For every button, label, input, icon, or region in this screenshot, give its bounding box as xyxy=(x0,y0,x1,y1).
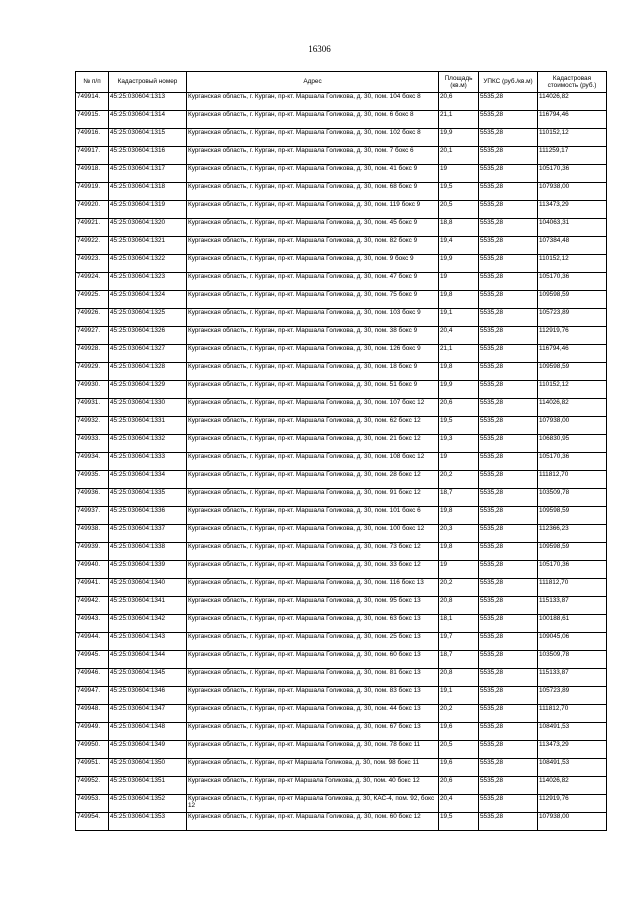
cadastral-value-cell: 115133,87 xyxy=(538,669,607,687)
table-row xyxy=(76,543,607,561)
row-num-cell: 749930. xyxy=(76,381,109,399)
address-cell: Курганская область, г. Курган, пр-кт Маршала Голикова, д. 30, пом. 98 бокс 11 xyxy=(187,759,439,777)
table-row xyxy=(76,813,607,831)
address-cell: Курганская область, г. Курган, пр-кт. Маршала Голикова, д. 30, пом. 102 бокс 8 xyxy=(187,129,439,147)
row-num-cell: 749949. xyxy=(76,723,109,741)
upks-cell: 5535,28 xyxy=(479,471,538,489)
cadastral-value-cell: 105170,36 xyxy=(538,453,607,471)
row-num-cell: 749917. xyxy=(76,147,109,165)
table-row xyxy=(76,399,607,417)
cadastral-value-cell: 112919,76 xyxy=(538,795,607,813)
row-num-cell: 749914. xyxy=(76,93,109,111)
cadastral-number-cell: 45:25:030604:1336 xyxy=(109,507,187,525)
upks-cell: 5535,28 xyxy=(479,327,538,345)
address-cell: Курганская область, г. Курган, пр-кт. Маршала Голикова, д. 30, пом. 47 бокс 9 xyxy=(187,273,439,291)
cadastral-value-cell: 109598,59 xyxy=(538,543,607,561)
row-num-cell: 749938. xyxy=(76,525,109,543)
upks-cell: 5535,28 xyxy=(479,759,538,777)
upks-cell: 5535,28 xyxy=(479,633,538,651)
upks-cell: 5535,28 xyxy=(479,183,538,201)
cadastral-number-cell: 45:25:030604:1346 xyxy=(109,687,187,705)
cadastral-number-cell: 45:25:030604:1347 xyxy=(109,705,187,723)
upks-cell: 5535,28 xyxy=(479,111,538,129)
address-cell: Курганская область, г. Курган, пр-кт. Маршала Голикова, д. 30, пом. 21 бокс 12 xyxy=(187,435,439,453)
cadastral-number-cell: 45:25:030604:1324 xyxy=(109,291,187,309)
address-cell: Курганская область, г. Курган, пр-кт. Маршала Голикова, д. 30, пом. 7 бокс 6 xyxy=(187,147,439,165)
cadastral-value-cell: 109598,59 xyxy=(538,363,607,381)
area-cell: 19,8 xyxy=(439,507,479,525)
area-cell: 18,8 xyxy=(439,219,479,237)
table-row xyxy=(76,435,607,453)
address-cell: Курганская область, г. Курган, пр-кт. Маршала Голикова, д. 30, пом. 119 бокс 9 xyxy=(187,201,439,219)
area-cell: 21,1 xyxy=(439,345,479,363)
upks-cell: 5535,28 xyxy=(479,597,538,615)
cadastral-number-cell: 45:25:030604:1353 xyxy=(109,813,187,831)
area-cell: 19,5 xyxy=(439,183,479,201)
page-number: 16306 xyxy=(308,44,331,54)
cadastral-number-cell: 45:25:030604:1326 xyxy=(109,327,187,345)
table-row xyxy=(76,687,607,705)
address-cell: Курганская область, г. Курган, пр-кт. Маршала Голикова, д. 30, пом. 108 бокс 12 xyxy=(187,453,439,471)
address-cell: Курганская область, г. Курган, пр-кт. Маршала Голикова, д. 30, пом. 81 бокс 13 xyxy=(187,669,439,687)
cadastral-value-cell: 111259,17 xyxy=(538,147,607,165)
row-num-cell: 749931. xyxy=(76,399,109,417)
area-cell: 19,1 xyxy=(439,309,479,327)
row-num-cell: 749924. xyxy=(76,273,109,291)
area-cell: 20,1 xyxy=(439,147,479,165)
cadastral-number-cell: 45:25:030604:1329 xyxy=(109,381,187,399)
cadastral-value-cell: 104063,31 xyxy=(538,219,607,237)
cadastral-value-cell: 113473,29 xyxy=(538,741,607,759)
address-cell: Курганская область, г. Курган, пр-кт. Маршала Голикова, д. 30, пом. 68 бокс 9 xyxy=(187,183,439,201)
cadastral-number-cell: 45:25:030604:1327 xyxy=(109,345,187,363)
address-cell: Курганская область, г. Курган, пр-кт. Маршала Голикова, д. 30, пом. 25 бокс 13 xyxy=(187,633,439,651)
cadastral-value-cell: 100188,61 xyxy=(538,615,607,633)
cadastral-value-cell: 108491,53 xyxy=(538,723,607,741)
header-cadastral-value: Кадастровая стоимость (руб.) xyxy=(538,72,607,93)
area-cell: 20,4 xyxy=(439,795,479,813)
upks-cell: 5535,28 xyxy=(479,705,538,723)
row-num-cell: 749945. xyxy=(76,651,109,669)
cadastral-number-cell: 45:25:030604:1317 xyxy=(109,165,187,183)
cadastral-number-cell: 45:25:030604:1323 xyxy=(109,273,187,291)
table-row xyxy=(76,615,607,633)
cadastral-number-cell: 45:25:030604:1321 xyxy=(109,237,187,255)
cadastral-number-cell: 45:25:030604:1338 xyxy=(109,543,187,561)
cadastral-value-cell: 116794,46 xyxy=(538,345,607,363)
cadastral-value-cell: 114026,82 xyxy=(538,777,607,795)
cadastral-value-cell: 108491,53 xyxy=(538,759,607,777)
table-row xyxy=(76,345,607,363)
table-row xyxy=(76,219,607,237)
cadastral-value-cell: 107384,48 xyxy=(538,237,607,255)
upks-cell: 5535,28 xyxy=(479,651,538,669)
area-cell: 19,4 xyxy=(439,237,479,255)
cadastral-value-cell: 112366,23 xyxy=(538,525,607,543)
cadastral-number-cell: 45:25:030604:1322 xyxy=(109,255,187,273)
area-cell: 20,3 xyxy=(439,525,479,543)
header-address: Адрес xyxy=(187,72,439,93)
table-row xyxy=(76,129,607,147)
row-num-cell: 749933. xyxy=(76,435,109,453)
cadastral-number-cell: 45:25:030604:1316 xyxy=(109,147,187,165)
address-cell: Курганская область, г. Курган, пр-кт Маршала Голикова, д. 30, пом. 40 бокс 12 xyxy=(187,777,439,795)
table-row xyxy=(76,165,607,183)
cadastral-number-cell: 45:25:030604:1339 xyxy=(109,561,187,579)
row-num-cell: 749950. xyxy=(76,741,109,759)
address-cell: Курганская область, г. Курган, пр-кт. Маршала Голикова, д. 30, пом. 78 бокс 11 xyxy=(187,741,439,759)
address-cell: Курганская область, г. Курган, пр-кт. Маршала Голикова, д. 30, пом. 95 бокс 13 xyxy=(187,597,439,615)
area-cell: 18,1 xyxy=(439,615,479,633)
table-row xyxy=(76,759,607,777)
table-row xyxy=(76,705,607,723)
address-cell: Курганская область, г. Курган, пр-кт. Маршала Голикова, д. 30, пом. 101 бокс 6 xyxy=(187,507,439,525)
area-cell: 20,4 xyxy=(439,327,479,345)
cadastral-number-cell: 45:25:030604:1349 xyxy=(109,741,187,759)
row-num-cell: 749921. xyxy=(76,219,109,237)
table-row xyxy=(76,633,607,651)
area-cell: 19 xyxy=(439,165,479,183)
row-num-cell: 749942. xyxy=(76,597,109,615)
cadastral-value-cell: 103509,78 xyxy=(538,489,607,507)
upks-cell: 5535,28 xyxy=(479,579,538,597)
area-cell: 20,8 xyxy=(439,597,479,615)
cadastral-value-cell: 106830,95 xyxy=(538,435,607,453)
upks-cell: 5535,28 xyxy=(479,147,538,165)
cadastral-number-cell: 45:25:030604:1332 xyxy=(109,435,187,453)
address-cell: Курганская область, г. Курган, пр-кт. Маршала Голикова, д. 30, пом. 107 бокс 12 xyxy=(187,399,439,417)
area-cell: 20,8 xyxy=(439,669,479,687)
row-num-cell: 749952. xyxy=(76,777,109,795)
cadastral-value-cell: 105170,36 xyxy=(538,273,607,291)
row-num-cell: 749929. xyxy=(76,363,109,381)
upks-cell: 5535,28 xyxy=(479,363,538,381)
table-row xyxy=(76,525,607,543)
cadastral-value-table xyxy=(75,71,607,831)
table-row xyxy=(76,561,607,579)
area-cell: 19,9 xyxy=(439,255,479,273)
cadastral-number-cell: 45:25:030604:1351 xyxy=(109,777,187,795)
area-cell: 20,6 xyxy=(439,93,479,111)
cadastral-value-cell: 111812,70 xyxy=(538,579,607,597)
upks-cell: 5535,28 xyxy=(479,201,538,219)
cadastral-value-cell: 111812,70 xyxy=(538,471,607,489)
header-cadastral-number: Кадастровый номер xyxy=(109,72,187,93)
table-row xyxy=(76,579,607,597)
table-row xyxy=(76,651,607,669)
cadastral-value-cell: 105170,36 xyxy=(538,165,607,183)
table-row xyxy=(76,741,607,759)
cadastral-number-cell: 45:25:030604:1333 xyxy=(109,453,187,471)
table-row xyxy=(76,273,607,291)
area-cell: 20,6 xyxy=(439,399,479,417)
cadastral-number-cell: 45:25:030604:1337 xyxy=(109,525,187,543)
upks-cell: 5535,28 xyxy=(479,615,538,633)
upks-cell: 5535,28 xyxy=(479,93,538,111)
upks-cell: 5535,28 xyxy=(479,381,538,399)
address-cell: Курганская область, г. Курган, пр-кт. Маршала Голикова, д. 30, пом. 33 бокс 12 xyxy=(187,561,439,579)
area-cell: 21,1 xyxy=(439,111,479,129)
upks-cell: 5535,28 xyxy=(479,237,538,255)
cadastral-number-cell: 45:25:030604:1314 xyxy=(109,111,187,129)
cadastral-number-cell: 45:25:030604:1343 xyxy=(109,633,187,651)
address-cell: Курганская область, г. Курган, пр-кт. Маршала Голикова, д. 30, пом. 62 бокс 12 xyxy=(187,417,439,435)
row-num-cell: 749948. xyxy=(76,705,109,723)
area-cell: 18,7 xyxy=(439,651,479,669)
row-num-cell: 749916. xyxy=(76,129,109,147)
area-cell: 19,8 xyxy=(439,363,479,381)
cadastral-value-cell: 115133,87 xyxy=(538,597,607,615)
row-num-cell: 749927. xyxy=(76,327,109,345)
row-num-cell: 749926. xyxy=(76,309,109,327)
row-num-cell: 749919. xyxy=(76,183,109,201)
cadastral-number-cell: 45:25:030604:1348 xyxy=(109,723,187,741)
cadastral-value-cell: 107938,00 xyxy=(538,813,607,831)
row-num-cell: 749937. xyxy=(76,507,109,525)
address-cell: Курганская область, г. Курган, пр-кт. Маршала Голикова, д. 30, пом. 44 бокс 13 xyxy=(187,705,439,723)
upks-cell: 5535,28 xyxy=(479,561,538,579)
upks-cell: 5535,28 xyxy=(479,435,538,453)
cadastral-number-cell: 45:25:030604:1331 xyxy=(109,417,187,435)
upks-cell: 5535,28 xyxy=(479,669,538,687)
area-cell: 19 xyxy=(439,273,479,291)
cadastral-value-cell: 110152,12 xyxy=(538,129,607,147)
cadastral-value-cell: 105723,89 xyxy=(538,687,607,705)
area-cell: 19,1 xyxy=(439,687,479,705)
area-cell: 19,9 xyxy=(439,381,479,399)
cadastral-number-cell: 45:25:030604:1313 xyxy=(109,93,187,111)
address-cell: Курганская область, г. Курган, пр-кт. Маршала Голикова, д. 30, пом. 100 бокс 12 xyxy=(187,525,439,543)
row-num-cell: 749944. xyxy=(76,633,109,651)
address-cell: Курганская область, г. Курган, пр-кт. Маршала Голикова, д. 30, пом. 104 бокс 8 xyxy=(187,93,439,111)
address-cell: Курганская область, г. Курган, пр-кт. Маршала Голикова, д. 30, пом. 60 бокс 13 xyxy=(187,651,439,669)
address-cell: Курганская область, г. Курган, пр-кт. Маршала Голикова, д. 30, пом. 41 бокс 9 xyxy=(187,165,439,183)
address-cell: Курганская область, г. Курган, пр-кт. Маршала Голикова, д. 30, пом. 60 бокс 12 xyxy=(187,813,439,831)
row-num-cell: 749934. xyxy=(76,453,109,471)
area-cell: 19,7 xyxy=(439,633,479,651)
cadastral-number-cell: 45:25:030604:1334 xyxy=(109,471,187,489)
area-cell: 19,6 xyxy=(439,759,479,777)
address-cell: Курганская область, г. Курган, пр-кт. Маршала Голикова, д. 30, пом. 116 бокс 13 xyxy=(187,579,439,597)
area-cell: 20,2 xyxy=(439,705,479,723)
upks-cell: 5535,28 xyxy=(479,777,538,795)
table-row xyxy=(76,597,607,615)
row-num-cell: 749953. xyxy=(76,795,109,813)
area-cell: 19,3 xyxy=(439,435,479,453)
table-row xyxy=(76,669,607,687)
table-header-row xyxy=(76,72,607,93)
upks-cell: 5535,28 xyxy=(479,165,538,183)
upks-cell: 5535,28 xyxy=(479,453,538,471)
cadastral-value-cell: 112919,76 xyxy=(538,327,607,345)
table-row xyxy=(76,381,607,399)
cadastral-value-cell: 103509,78 xyxy=(538,651,607,669)
table-row xyxy=(76,111,607,129)
cadastral-value-cell: 109598,59 xyxy=(538,291,607,309)
cadastral-number-cell: 45:25:030604:1341 xyxy=(109,597,187,615)
address-cell: Курганская область, г. Курган, пр-кт. Маршала Голикова, д. 30, пом. 18 бокс 9 xyxy=(187,363,439,381)
cadastral-number-cell: 45:25:030604:1335 xyxy=(109,489,187,507)
area-cell: 20,5 xyxy=(439,741,479,759)
area-cell: 18,7 xyxy=(439,489,479,507)
area-cell: 19 xyxy=(439,453,479,471)
area-cell: 19,5 xyxy=(439,417,479,435)
cadastral-value-cell: 116794,46 xyxy=(538,111,607,129)
row-num-cell: 749923. xyxy=(76,255,109,273)
table-row xyxy=(76,237,607,255)
upks-cell: 5535,28 xyxy=(479,507,538,525)
upks-cell: 5535,28 xyxy=(479,723,538,741)
row-num-cell: 749954. xyxy=(76,813,109,831)
cadastral-number-cell: 45:25:030604:1340 xyxy=(109,579,187,597)
row-num-cell: 749936. xyxy=(76,489,109,507)
area-cell: 19,8 xyxy=(439,291,479,309)
row-num-cell: 749935. xyxy=(76,471,109,489)
upks-cell: 5535,28 xyxy=(479,309,538,327)
upks-cell: 5535,28 xyxy=(479,255,538,273)
cadastral-number-cell: 45:25:030604:1342 xyxy=(109,615,187,633)
address-cell: Курганская область, г. Курган, пр-кт. Маршала Голикова, д. 30, пом. 51 бокс 9 xyxy=(187,381,439,399)
cadastral-value-cell: 111812,70 xyxy=(538,705,607,723)
table-row xyxy=(76,471,607,489)
address-cell: Курганская область, г. Курган, пр-кт. Маршала Голикова, д. 30, пом. 73 бокс 12 xyxy=(187,543,439,561)
address-cell: Курганская область, г. Курган, пр-кт. Маршала Голикова, д. 30, пом. 67 бокс 13 xyxy=(187,723,439,741)
upks-cell: 5535,28 xyxy=(479,273,538,291)
address-cell: Курганская область, г. Курган, пр-кт. Маршала Голикова, д. 30, пом. 38 бокс 9 xyxy=(187,327,439,345)
table-body xyxy=(76,93,607,831)
address-cell: Курганская область, г. Курган, пр-кт. Маршала Голикова, д. 30, пом. 75 бокс 9 xyxy=(187,291,439,309)
area-cell: 19,8 xyxy=(439,543,479,561)
cadastral-value-cell: 107938,00 xyxy=(538,417,607,435)
row-num-cell: 749920. xyxy=(76,201,109,219)
cadastral-number-cell: 45:25:030604:1328 xyxy=(109,363,187,381)
cadastral-value-cell: 107938,00 xyxy=(538,183,607,201)
table-row xyxy=(76,363,607,381)
area-cell: 20,5 xyxy=(439,201,479,219)
table-row xyxy=(76,183,607,201)
table-row xyxy=(76,795,607,813)
table-row xyxy=(76,147,607,165)
address-cell: Курганская область, г. Курган, пр-кт. Маршала Голикова, д. 30, пом. 6 бокс 8 xyxy=(187,111,439,129)
table-row xyxy=(76,489,607,507)
table-row xyxy=(76,201,607,219)
cadastral-number-cell: 45:25:030604:1345 xyxy=(109,669,187,687)
row-num-cell: 749939. xyxy=(76,543,109,561)
address-cell: Курганская область, г. Курган, пр-кт. Маршала Голикова, д. 30, пом. 103 бокс 9 xyxy=(187,309,439,327)
row-num-cell: 749928. xyxy=(76,345,109,363)
cadastral-value-cell: 105170,36 xyxy=(538,561,607,579)
upks-cell: 5535,28 xyxy=(479,525,538,543)
upks-cell: 5535,28 xyxy=(479,543,538,561)
cadastral-number-cell: 45:25:030604:1330 xyxy=(109,399,187,417)
table-row xyxy=(76,417,607,435)
table-row xyxy=(76,723,607,741)
upks-cell: 5535,28 xyxy=(479,687,538,705)
cadastral-number-cell: 45:25:030604:1318 xyxy=(109,183,187,201)
row-num-cell: 749918. xyxy=(76,165,109,183)
cadastral-value-cell: 109598,59 xyxy=(538,507,607,525)
table-row xyxy=(76,453,607,471)
row-num-cell: 749940. xyxy=(76,561,109,579)
area-cell: 19,5 xyxy=(439,813,479,831)
address-cell: Курганская область, г. Курган, пр-кт. Маршала Голикова, д. 30, пом. 126 бокс 9 xyxy=(187,345,439,363)
area-cell: 19,6 xyxy=(439,723,479,741)
upks-cell: 5535,28 xyxy=(479,129,538,147)
address-cell: Курганская область, г. Курган, пр-кт. Маршала Голикова, д. 30, пом. 83 бокс 13 xyxy=(187,687,439,705)
area-cell: 20,6 xyxy=(439,777,479,795)
cadastral-value-cell: 110152,12 xyxy=(538,381,607,399)
upks-cell: 5535,28 xyxy=(479,489,538,507)
row-num-cell: 749941. xyxy=(76,579,109,597)
row-num-cell: 749946. xyxy=(76,669,109,687)
address-cell: Курганская область, г. Курган, пр-кт. Маршала Голикова, д. 30, пом. 28 бокс 12 xyxy=(187,471,439,489)
row-num-cell: 749951. xyxy=(76,759,109,777)
upks-cell: 5535,28 xyxy=(479,399,538,417)
cadastral-value-cell: 114026,82 xyxy=(538,399,607,417)
area-cell: 19,9 xyxy=(439,129,479,147)
area-cell: 19 xyxy=(439,561,479,579)
upks-cell: 5535,28 xyxy=(479,813,538,831)
table-row xyxy=(76,777,607,795)
header-num: № п/п xyxy=(76,72,109,93)
cadastral-value-cell: 105723,89 xyxy=(538,309,607,327)
row-num-cell: 749943. xyxy=(76,615,109,633)
table-row xyxy=(76,255,607,273)
address-cell: Курганская область, г. Курган, пр-кт. Маршала Голикова, д. 30, пом. 82 бокс 9 xyxy=(187,237,439,255)
address-cell: Курганская область, г. Курган, пр-кт. Маршала Голикова, д. 30, пом. 63 бокс 13 xyxy=(187,615,439,633)
table-row xyxy=(76,507,607,525)
row-num-cell: 749932. xyxy=(76,417,109,435)
address-cell: Курганская область, г. Курган, пр-кт. Маршала Голикова, д. 30, пом. 9 бокс 9 xyxy=(187,255,439,273)
cadastral-number-cell: 45:25:030604:1319 xyxy=(109,201,187,219)
cadastral-number-cell: 45:25:030604:1352 xyxy=(109,795,187,813)
address-cell: Курганская область, г. Курган, пр-кт. Маршала Голикова, д. 30, пом. 91 бокс 12 xyxy=(187,489,439,507)
cadastral-number-cell: 45:25:030604:1344 xyxy=(109,651,187,669)
cadastral-number-cell: 45:25:030604:1320 xyxy=(109,219,187,237)
table-row xyxy=(76,93,607,111)
table-row xyxy=(76,309,607,327)
upks-cell: 5535,28 xyxy=(479,345,538,363)
cadastral-number-cell: 45:25:030604:1315 xyxy=(109,129,187,147)
cadastral-value-cell: 113473,29 xyxy=(538,201,607,219)
header-upks: УПКС (руб./кв.м) xyxy=(479,72,538,93)
header-area: Площадь (кв.м) xyxy=(439,72,479,93)
upks-cell: 5535,28 xyxy=(479,219,538,237)
row-num-cell: 749925. xyxy=(76,291,109,309)
upks-cell: 5535,28 xyxy=(479,741,538,759)
row-num-cell: 749915. xyxy=(76,111,109,129)
area-cell: 20,2 xyxy=(439,579,479,597)
area-cell: 20,2 xyxy=(439,471,479,489)
row-num-cell: 749922. xyxy=(76,237,109,255)
table-row xyxy=(76,291,607,309)
cadastral-value-cell: 114026,82 xyxy=(538,93,607,111)
cadastral-value-cell: 109045,06 xyxy=(538,633,607,651)
table-row xyxy=(76,327,607,345)
cadastral-number-cell: 45:25:030604:1350 xyxy=(109,759,187,777)
address-cell: Курганская область, г. Курган, пр-кт. Маршала Голикова, д. 30, пом. 45 бокс 9 xyxy=(187,219,439,237)
address-cell: Курганская область, г. Курган, пр-кт Маршала Голикова, д. 30, КАС-4, пом. 92, бокс 12 xyxy=(187,795,439,813)
cadastral-number-cell: 45:25:030604:1325 xyxy=(109,309,187,327)
row-num-cell: 749947. xyxy=(76,687,109,705)
cadastral-value-cell: 110152,12 xyxy=(538,255,607,273)
upks-cell: 5535,28 xyxy=(479,291,538,309)
upks-cell: 5535,28 xyxy=(479,417,538,435)
upks-cell: 5535,28 xyxy=(479,795,538,813)
